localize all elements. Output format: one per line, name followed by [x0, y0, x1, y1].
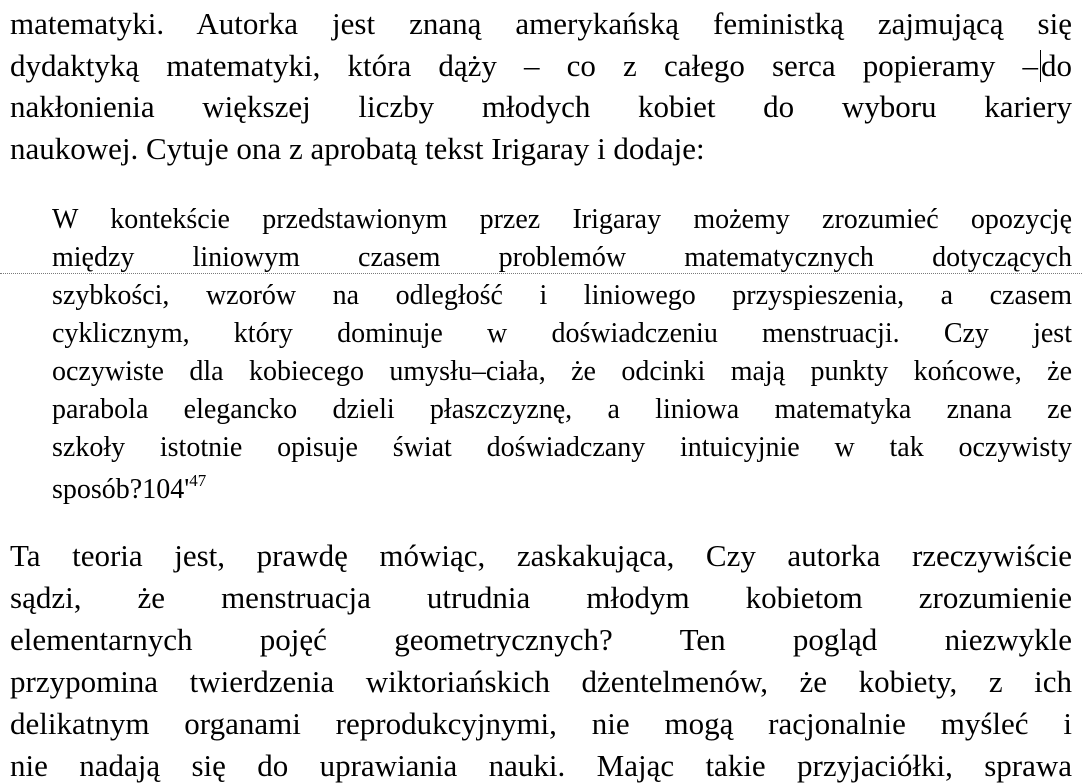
quote-line-3: szybkości, wzorów na odległość i liniowego przyspieszenia, a czasem — [52, 280, 1072, 311]
paragraph-1-line-2-text: dydaktyką matematyki, która dąży – co z całego serca popieramy – — [10, 48, 1038, 83]
paragraph-2-line-2: sądzi, że menstruacja utrudnia młodym kobietom zrozumienie — [10, 580, 1072, 615]
section-break-dotted-line — [0, 273, 1082, 274]
quote-line-5: oczywiste dla kobiecego umysłu–ciała, że odcinki mają punkty końcowe, że — [52, 356, 1072, 387]
paragraph-2-line-5: delikatnym organami reprodukcyjnymi, nie mogą racjonalnie myśleć i — [10, 706, 1072, 741]
quote-line-2: między liniowym czasem problemów matematycznych dotyczących — [52, 242, 1072, 273]
paragraph-2-line-6: nie nadają się do uprawiania nauki. Mając takie przyjaciółki, sprawa — [10, 748, 1072, 783]
quote-line-4: cyklicznym, który dominuje w doświadczeniu menstruacji. Czy jest — [52, 318, 1072, 349]
paragraph-1-line-2-end: do — [1041, 48, 1072, 83]
quote-last-text: sposób?104' — [52, 474, 190, 505]
paragraph-1-line-3: nakłonienia większej liczby młodych kobiet do wyboru kariery — [10, 89, 1072, 124]
quote-line-1: W kontekście przedstawionym przez Irigaray możemy zrozumieć opozycję — [52, 204, 1072, 235]
quote-line-7: szkoły istotnie opisuje świat doświadczany intuicyjnie w tak oczywisty — [52, 432, 1072, 463]
paragraph-2-line-3: elementarnych pojęć geometrycznych? Ten pogląd niezwykle — [10, 622, 1072, 657]
paragraph-1-line-2 — [10, 50, 1072, 82]
paragraph-1-line-1: matematyki. Autorka jest znaną amerykańską feministką zajmującą się — [10, 6, 1072, 41]
quote-line-8 — [52, 472, 1072, 504]
paragraph-1-line-4: naukowej. Cytuje ona z aprobatą tekst Irigaray i dodaje: — [10, 131, 705, 166]
paragraph-2-line-4: przypomina twierdzenia wiktoriańskich dżentelmenów, że kobiety, z ich — [10, 664, 1072, 699]
footnote-marker: 47 — [189, 471, 207, 490]
quote-line-6: parabola elegancko dzieli płaszczyznę, a liniowa matematyka znana ze — [52, 394, 1072, 425]
paragraph-2-line-1: Ta teoria jest, prawdę mówiąc, zaskakująca, Czy autorka rzeczywiście — [10, 538, 1072, 573]
